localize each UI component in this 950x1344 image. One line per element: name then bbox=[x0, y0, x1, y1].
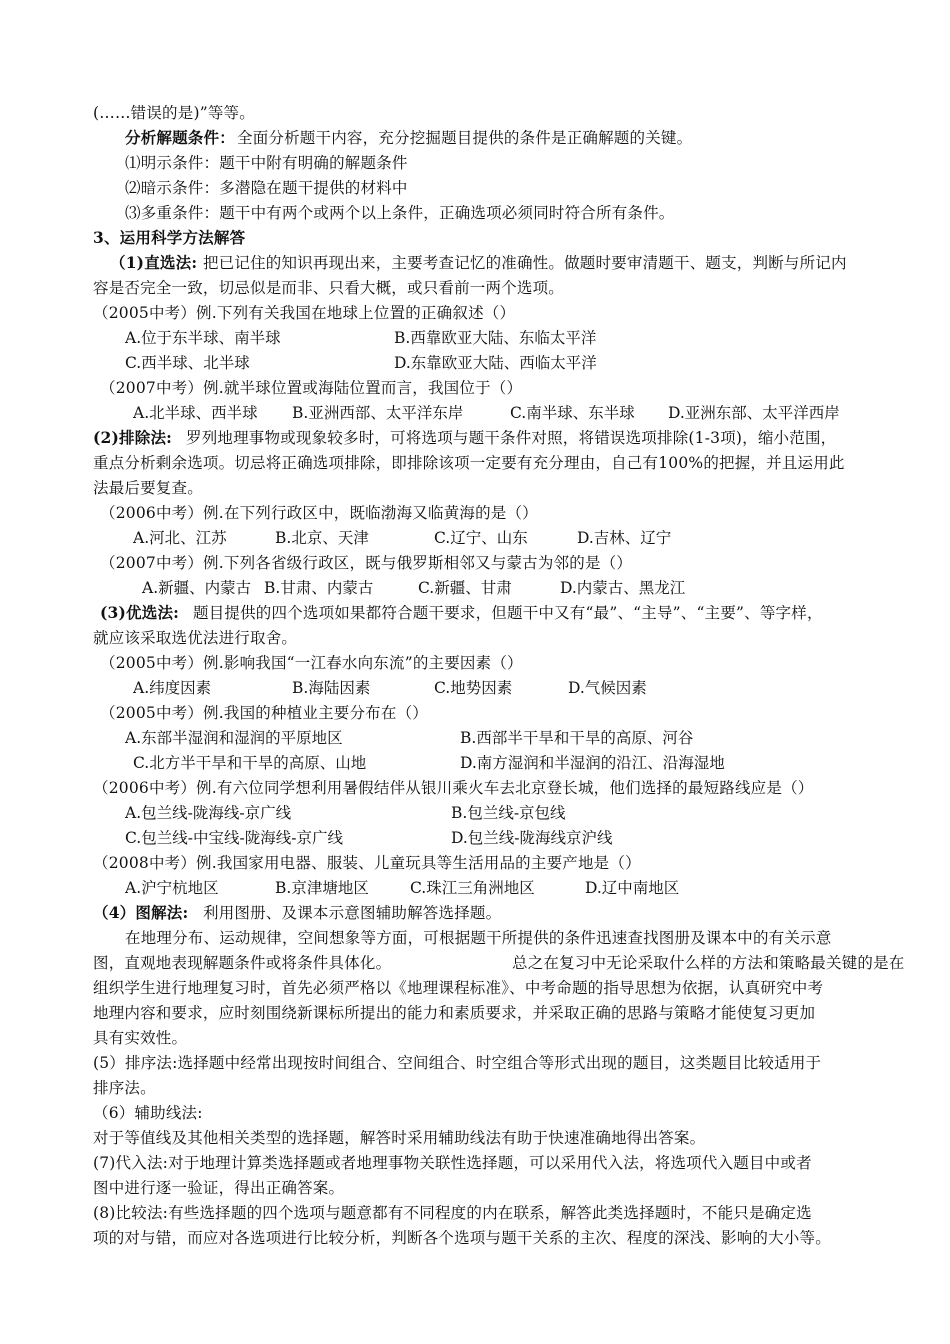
option-b: B.京津塘地区 bbox=[275, 879, 369, 897]
method-heading: （6）辅助线法: bbox=[93, 1104, 203, 1122]
option-b: B.亚洲西部、太平洋东岸 bbox=[292, 404, 464, 422]
method-heading: (2)排除法: bbox=[93, 428, 173, 447]
option-b: B.包兰线-京包线 bbox=[451, 804, 566, 822]
section-heading: 分析解题条件： bbox=[125, 128, 235, 147]
text-line: 项的对与错，而应对各选项进行比较分析，判断各个选项与题干关系的主次、程度的深浅、影响的大小等。 bbox=[93, 1229, 831, 1247]
option-a: A.纬度因素 bbox=[133, 679, 212, 697]
option-a: A.沪宁杭地区 bbox=[125, 879, 219, 897]
list-item: ⑴明示条件：题干中附有明确的解题条件 bbox=[125, 154, 408, 172]
text-line: 地理内容和要求，应时刻围绕新课标所提出的能力和素质要求，并采取正确的思路与策略才能使复习更加 bbox=[93, 1004, 816, 1022]
option-b: B.甘肃、内蒙古 bbox=[264, 579, 374, 597]
option-a: A.包兰线-陇海线-京广线 bbox=[125, 804, 292, 822]
question-line: （2007中考）例.就半球位置或海陆位置而言，我国位于（） bbox=[100, 379, 523, 397]
text-line: 图，直观地表现解题条件或将条件具体化。 bbox=[93, 954, 392, 972]
section-heading: 3、运用科学方法解答 bbox=[93, 228, 246, 247]
option-d: D.内蒙古、黑龙江 bbox=[560, 579, 686, 597]
text-line: (8)比较法:有些选择题的四个选项与题意都有不同程度的内在联系，解答此类选择题时，不能只是确定选 bbox=[93, 1204, 812, 1222]
text-line: 全面分析题干内容，充分挖掘题目提供的条件是正确解题的关键。 bbox=[237, 129, 693, 147]
option-c: C.珠江三角洲地区 bbox=[410, 879, 535, 897]
question-line: （2007中考）例.下列各省级行政区，既与俄罗斯相邻又与蒙古为邻的是（） bbox=[100, 554, 633, 572]
option-c: C.新疆、甘肃 bbox=[418, 579, 512, 597]
option-c: C.包兰线-中宝线-陇海线-京广线 bbox=[125, 829, 343, 847]
option-b: B.海陆因素 bbox=[292, 679, 371, 697]
question-line: （2005中考）例.我国的种植业主要分布在（） bbox=[100, 704, 428, 722]
text-line: 法最后要复查。 bbox=[93, 479, 203, 497]
option-d: D.南方湿润和半湿润的沿江、沿海湿地 bbox=[460, 754, 725, 772]
text-line: 题目提供的四个选项如果都符合题干要求，但题干中又有“最”、“主导”、“主要”、等字样， bbox=[193, 604, 823, 622]
list-item: ⑶多重条件：题干中有两个或两个以上条件，正确选项必须同时符合所有条件。 bbox=[125, 204, 675, 222]
option-d: D.东靠欧亚大陆、西临太平洋 bbox=[394, 354, 597, 372]
option-b: B.西靠欧亚大陆、东临太平洋 bbox=[394, 329, 597, 347]
text-line: (5）排序法:选择题中经常出现按时间组合、空间组合、时空组合等形式出现的题目，这类题目比较适用于 bbox=[93, 1054, 822, 1072]
text-line: 罗列地理事物或现象较多时，可将选项与题干条件对照，将错误选项排除(1-3项)，缩小范围， bbox=[186, 429, 837, 447]
text-line: 在地理分布、运动规律，空间想象等方面，可根据题干所提供的条件迅速查找图册及课本中的有关示意 bbox=[125, 929, 832, 947]
option-c: C.北方半干旱和干旱的高原、山地 bbox=[133, 754, 367, 772]
option-a: A.河北、江苏 bbox=[133, 529, 227, 547]
option-a: A.东部半湿润和湿润的平原地区 bbox=[125, 729, 343, 747]
option-d: D.辽中南地区 bbox=[585, 879, 680, 897]
text-line: 具有实效性。 bbox=[93, 1029, 188, 1047]
question-line: （2006中考）例.有六位同学想利用暑假结伴从银川乘火车去北京登长城，他们选择的最短路线应是（） bbox=[93, 779, 814, 797]
text-line: 组织学生进行地理复习时，首先必须严格以《地理课程标准》、中考命题的指导思想为依据，认真研究中考 bbox=[93, 979, 824, 997]
option-c: C.辽宁、山东 bbox=[434, 529, 528, 547]
option-c: C.南半球、东半球 bbox=[510, 404, 635, 422]
text-line: 图中进行逐一验证，得出正确答案。 bbox=[93, 1179, 345, 1197]
question-line: （2005中考）例.下列有关我国在地球上位置的正确叙述（） bbox=[93, 304, 516, 322]
option-d: D.吉林、辽宁 bbox=[577, 529, 672, 547]
text-line: 容是否完全一致，切忌似是而非、只看大概，或只看前一两个选项。 bbox=[93, 279, 565, 297]
method-heading: (3)优选法: bbox=[100, 603, 180, 622]
question-line: （2008中考）例.我国家用电器、服装、儿童玩具等生活用品的主要产地是（） bbox=[93, 854, 641, 872]
list-item: ⑵暗示条件：多潜隐在题干提供的材料中 bbox=[125, 179, 408, 197]
option-a: A.北半球、西半球 bbox=[133, 404, 258, 422]
method-heading: （1)直选法: bbox=[110, 253, 198, 272]
option-c: C.地势因素 bbox=[434, 679, 513, 697]
option-b: B.北京、天津 bbox=[275, 529, 369, 547]
text-line: 利用图册、及课本示意图辅助解答选择题。 bbox=[203, 904, 502, 922]
text-line: 把已记住的知识再现出来，主要考查记忆的准确性。做题时要审清题干、题支，判断与所记内 bbox=[203, 254, 847, 272]
question-line: （2005中考）例.影响我国“一江春水向东流”的主要因素（） bbox=[100, 654, 523, 672]
option-b: B.西部半干旱和干旱的高原、河谷 bbox=[460, 729, 694, 747]
option-d: D.亚洲东部、太平洋西岸 bbox=[668, 404, 840, 422]
method-heading: （4）图解法: bbox=[93, 903, 189, 922]
option-d: D.包兰线-陇海线京沪线 bbox=[451, 829, 613, 847]
question-line: （2006中考）例.在下列行政区中，既临渤海又临黄海的是（） bbox=[100, 504, 538, 522]
option-c: C.西半球、北半球 bbox=[125, 354, 250, 372]
text-line: (……错误的是)”等等。 bbox=[93, 104, 255, 122]
text-line: 就应该采取选优法进行取舍。 bbox=[93, 629, 298, 647]
option-d: D.气候因素 bbox=[568, 679, 647, 697]
option-a: A.位于东半球、南半球 bbox=[125, 329, 281, 347]
text-line: 总之在复习中无论采取什么样的方法和策略最关键的是在 bbox=[512, 954, 905, 972]
text-line: 对于等值线及其他相关类型的选择题，解答时采用辅助线法有助于快速准确地得出答案。 bbox=[93, 1129, 706, 1147]
option-a: A.新疆、内蒙古 bbox=[142, 579, 252, 597]
text-line: 重点分析剩余选项。切忌将正确选项排除，即排除该项一定要有充分理由，自己有100%的把握，并且运用此 bbox=[93, 454, 845, 472]
text-line: 排序法。 bbox=[93, 1079, 156, 1097]
text-line: (7)代入法:对于地理计算类选择题或者地理事物关联性选择题，可以采用代入法，将选项代入题目中或者 bbox=[93, 1154, 812, 1172]
